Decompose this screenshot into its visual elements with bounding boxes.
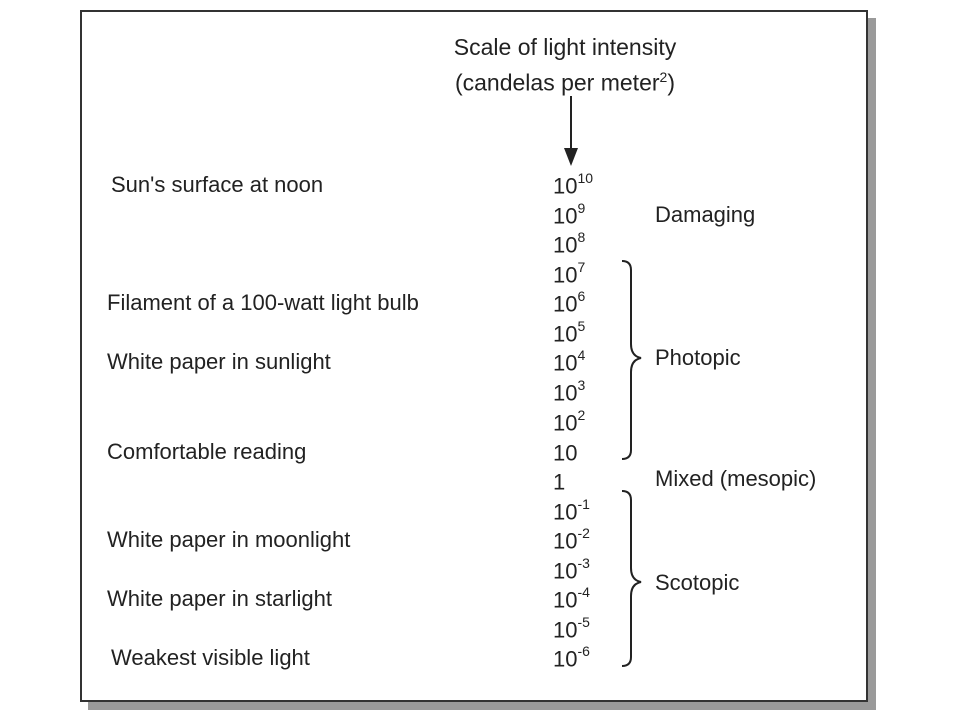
level-base: 10 [553, 203, 578, 229]
level-1e10 [553, 172, 593, 199]
level-1e5 [553, 320, 585, 347]
level-base: 10 [553, 646, 578, 672]
level-base: 10 [553, 617, 578, 643]
level-exponent: -2 [577, 525, 590, 541]
level-base: 10 [553, 380, 578, 406]
example-weakest-visible: Weakest visible light [111, 645, 310, 670]
level-exponent: 7 [577, 259, 586, 275]
level-1e-3 [553, 557, 590, 584]
level-base: 10 [553, 321, 578, 347]
level-exponent: -1 [577, 496, 590, 512]
example-sun-surface: Sun's surface at noon [111, 172, 324, 197]
level-1e0 [553, 468, 565, 495]
level-exponent: 2 [577, 407, 586, 423]
scale-title-exponent: 2 [659, 69, 668, 85]
group-photopic: Photopic [655, 345, 741, 370]
level-base: 10 [553, 558, 578, 584]
level-exponent: 8 [577, 229, 586, 245]
level-exponent: 5 [577, 318, 586, 334]
level-exponent: -4 [577, 584, 590, 600]
photopic-brace [622, 261, 641, 459]
group-mesopic: Mixed (mesopic) [655, 466, 817, 491]
level-exponent: 10 [577, 170, 594, 186]
group-scotopic: Scotopic [655, 570, 740, 595]
level-exponent: 4 [577, 347, 586, 363]
level-base: 10 [553, 528, 578, 554]
level-base: 1 [553, 469, 566, 495]
level-exponent: 3 [577, 377, 586, 393]
level-base: 10 [553, 410, 578, 436]
level-base: 10 [553, 173, 578, 199]
level-base: 10 [553, 440, 578, 466]
example-light-bulb-filament: Filament of a 100-watt light bulb [107, 290, 419, 315]
level-1e9 [553, 202, 585, 229]
scale-arrow [564, 96, 578, 166]
level-base: 10 [553, 499, 578, 525]
level-1e7 [553, 261, 585, 288]
level-1e-2 [553, 527, 590, 554]
level-exponent: 9 [577, 200, 586, 216]
level-1e-1 [553, 498, 590, 525]
level-1e1 [553, 439, 577, 466]
level-1e4 [553, 349, 585, 376]
level-base: 10 [553, 262, 578, 288]
level-base: 10 [553, 587, 578, 613]
scotopic-brace [622, 491, 641, 666]
level-1e8 [553, 231, 585, 258]
level-base: 10 [553, 291, 578, 317]
level-base: 10 [553, 232, 578, 258]
level-exponent: -3 [577, 555, 590, 571]
example-comfortable-reading: Comfortable reading [107, 439, 307, 464]
level-exponent: -6 [577, 643, 590, 659]
level-base: 10 [553, 350, 578, 376]
level-exponent: 6 [577, 288, 586, 304]
group-damaging: Damaging [655, 202, 756, 227]
level-1e-6 [553, 645, 590, 672]
level-1e-5 [553, 616, 590, 643]
level-exponent: -5 [577, 614, 590, 630]
example-paper-starlight: White paper in starlight [107, 586, 332, 611]
example-paper-sunlight: White paper in sunlight [107, 349, 331, 374]
scale-title-line1: Scale of light intensity [453, 34, 677, 60]
level-1e6 [553, 290, 585, 317]
example-paper-moonlight: White paper in moonlight [107, 527, 351, 552]
level-1e3 [553, 379, 585, 406]
scale-title-close: ) [667, 69, 675, 96]
scale-title-unit: (candelas per meter [454, 69, 660, 96]
level-1e2 [553, 409, 585, 436]
level-1e-4 [553, 586, 590, 613]
